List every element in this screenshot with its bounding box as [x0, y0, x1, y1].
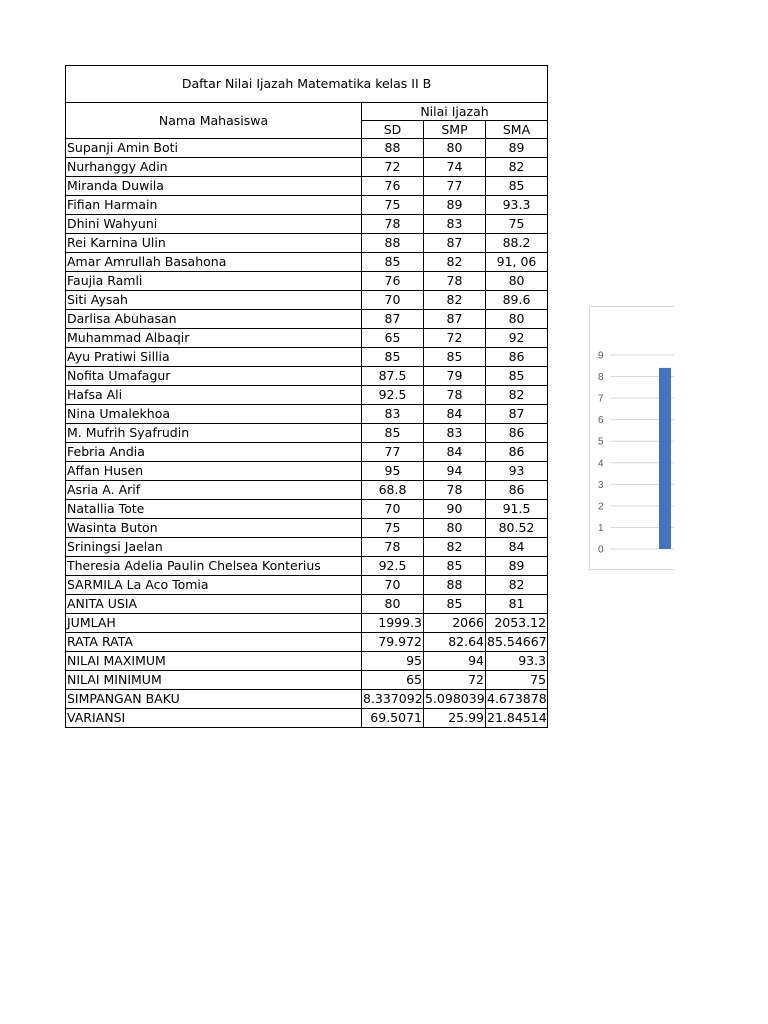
header-row	[66, 103, 548, 121]
smp-value-cell: 80	[424, 139, 486, 158]
smp-value-cell: 82	[424, 253, 486, 272]
sd-value-cell: 83	[362, 405, 424, 424]
student-name-cell: Affan Husen	[66, 462, 362, 481]
sd-value-cell: 87.5	[362, 367, 424, 386]
sma-value-cell: 86	[486, 443, 548, 462]
table-row	[66, 158, 548, 177]
student-name-cell: Supanji Amin Boti	[66, 139, 362, 158]
smp-value-cell: 89	[424, 196, 486, 215]
y-tick-label: 0	[598, 544, 604, 556]
sma-value-cell: 80	[486, 272, 548, 291]
smp-value-cell: 94	[424, 652, 486, 671]
student-name-cell: Amar Amrullah Basahona	[66, 253, 362, 272]
table-row	[66, 367, 548, 386]
student-name-cell: ANITA USIA	[66, 595, 362, 614]
sd-value-cell: 88	[362, 234, 424, 253]
table-row	[66, 310, 548, 329]
student-name-cell: Nurhanggy Adin	[66, 158, 362, 177]
sma-value-cell: 88.2	[486, 234, 548, 253]
smp-value-cell: 87	[424, 234, 486, 253]
sd-value-cell: 78	[362, 215, 424, 234]
title-row	[66, 66, 548, 103]
nilai-ijazah-header: Nilai Ijazah	[362, 103, 548, 121]
table-row	[66, 424, 548, 443]
student-name-cell: Faujia Ramli	[66, 272, 362, 291]
summary-label-cell: JUMLAH	[66, 614, 362, 633]
sma-value-cell: 82	[486, 576, 548, 595]
sma-value-cell: 93.3	[486, 652, 548, 671]
student-name-cell: Miranda Duwila	[66, 177, 362, 196]
smp-value-cell: 72	[424, 329, 486, 348]
sd-value-cell: 85	[362, 424, 424, 443]
sd-value-cell: 77	[362, 443, 424, 462]
smp-value-cell: 78	[424, 386, 486, 405]
table-row	[66, 595, 548, 614]
sd-value-cell: 65	[362, 329, 424, 348]
sma-value-cell: 85	[486, 177, 548, 196]
sd-value-cell: 80	[362, 595, 424, 614]
smp-value-cell: 94	[424, 462, 486, 481]
sma-value-cell: 82	[486, 158, 548, 177]
student-name-cell: Fifian Harmain	[66, 196, 362, 215]
name-column-header: Nama Mahasiswa	[66, 103, 362, 139]
summary-label-cell: NILAI MINIMUM	[66, 671, 362, 690]
y-tick-label: 1	[598, 522, 604, 534]
sd-value-cell: 70	[362, 500, 424, 519]
table-row	[66, 443, 548, 462]
summary-label-cell: VARIANSI	[66, 709, 362, 728]
student-name-cell: Natallia Tote	[66, 500, 362, 519]
summary-label-cell: NILAI MAXIMUM	[66, 652, 362, 671]
smp-value-cell: 78	[424, 481, 486, 500]
smp-value-cell: 80	[424, 519, 486, 538]
sma-value-cell: 80	[486, 310, 548, 329]
student-name-cell: Muhammad Albaqir	[66, 329, 362, 348]
sd-value-cell: 69.5071	[362, 709, 424, 728]
table-row	[66, 538, 548, 557]
sma-value-cell: 91, 06	[486, 253, 548, 272]
table-row	[66, 557, 548, 576]
table-row	[66, 253, 548, 272]
smp-value-cell: 84	[424, 443, 486, 462]
sd-value-cell: 79.972	[362, 633, 424, 652]
sd-value-cell: 75	[362, 196, 424, 215]
sd-value-cell: 76	[362, 272, 424, 291]
sma-value-cell: 86	[486, 481, 548, 500]
table-row	[66, 386, 548, 405]
sma-value-cell: 80.52	[486, 519, 548, 538]
table-row	[66, 519, 548, 538]
summary-row	[66, 652, 548, 671]
col-header-sma: SMA	[486, 121, 548, 139]
table-row	[66, 215, 548, 234]
grades-table	[65, 65, 548, 728]
summary-row	[66, 614, 548, 633]
smp-value-cell: 82	[424, 538, 486, 557]
sma-value-cell: 75	[486, 671, 548, 690]
table-title: Daftar Nilai Ijazah Matematika kelas II B	[66, 66, 548, 103]
student-name-cell: Asria A. Arif	[66, 481, 362, 500]
student-name-cell: Theresia Adelia Paulin Chelsea Konterius	[66, 557, 362, 576]
table-row	[66, 272, 548, 291]
col-header-smp: SMP	[424, 121, 486, 139]
student-name-cell: Rei Karnina Ulin	[66, 234, 362, 253]
student-name-cell: Hafsa Ali	[66, 386, 362, 405]
sd-value-cell: 85	[362, 253, 424, 272]
col-header-sd: SD	[362, 121, 424, 139]
smp-value-cell: 77	[424, 177, 486, 196]
student-name-cell: Nofita Umafagur	[66, 367, 362, 386]
y-tick-label: 8	[598, 372, 604, 384]
sma-value-cell: 93	[486, 462, 548, 481]
smp-value-cell: 84	[424, 405, 486, 424]
table-row	[66, 196, 548, 215]
table-row	[66, 481, 548, 500]
summary-row	[66, 690, 548, 709]
student-name-cell: Siti Aysah	[66, 291, 362, 310]
table-row	[66, 329, 548, 348]
student-name-cell: Wasinta Buton	[66, 519, 362, 538]
sd-value-cell: 70	[362, 291, 424, 310]
y-tick-label: 5	[598, 436, 604, 448]
sma-value-cell: 2053.12	[486, 614, 548, 633]
student-name-cell: Ayu Pratiwi Sillia	[66, 348, 362, 367]
sma-value-cell: 87	[486, 405, 548, 424]
sma-value-cell: 21.84514	[486, 709, 548, 728]
smp-value-cell: 74	[424, 158, 486, 177]
sma-value-cell: 85	[486, 367, 548, 386]
sma-value-cell: 85.54667	[486, 633, 548, 652]
sd-value-cell: 78	[362, 538, 424, 557]
sd-value-cell: 72	[362, 158, 424, 177]
y-tick-label: 2	[598, 501, 604, 513]
sd-value-cell: 95	[362, 462, 424, 481]
y-tick-label: 6	[598, 415, 604, 427]
table-row	[66, 405, 548, 424]
student-name-cell: Darlisa Abuhasan	[66, 310, 362, 329]
summary-row	[66, 709, 548, 728]
smp-value-cell: 83	[424, 424, 486, 443]
smp-value-cell: 79	[424, 367, 486, 386]
summary-row	[66, 633, 548, 652]
summary-row	[66, 671, 548, 690]
smp-value-cell: 25.99	[424, 709, 486, 728]
sma-value-cell: 75	[486, 215, 548, 234]
sd-value-cell: 65	[362, 671, 424, 690]
summary-label-cell: SIMPANGAN BAKU	[66, 690, 362, 709]
sma-value-cell: 4.673878	[486, 690, 548, 709]
sma-value-cell: 89	[486, 557, 548, 576]
y-tick-label: 3	[598, 479, 604, 491]
sd-value-cell: 87	[362, 310, 424, 329]
smp-value-cell: 83	[424, 215, 486, 234]
table-row	[66, 139, 548, 158]
smp-value-cell: 82	[424, 291, 486, 310]
sd-value-cell: 8.337092	[362, 690, 424, 709]
sma-value-cell: 89	[486, 139, 548, 158]
y-tick-label: 7	[598, 393, 604, 405]
table-row	[66, 500, 548, 519]
student-name-cell: Nina Umalekhoa	[66, 405, 362, 424]
smp-value-cell: 85	[424, 595, 486, 614]
table-row	[66, 348, 548, 367]
chart-bar	[659, 368, 671, 549]
sd-value-cell: 1999.3	[362, 614, 424, 633]
sd-value-cell: 75	[362, 519, 424, 538]
sma-value-cell: 93.3	[486, 196, 548, 215]
smp-value-cell: 78	[424, 272, 486, 291]
smp-value-cell: 87	[424, 310, 486, 329]
y-tick-label: 4	[598, 458, 604, 470]
smp-value-cell: 2066	[424, 614, 486, 633]
sma-value-cell: 91.5	[486, 500, 548, 519]
sd-value-cell: 92.5	[362, 386, 424, 405]
student-name-cell: Sriningsi Jaelan	[66, 538, 362, 557]
sd-value-cell: 76	[362, 177, 424, 196]
sd-value-cell: 95	[362, 652, 424, 671]
sd-value-cell: 92.5	[362, 557, 424, 576]
sma-value-cell: 81	[486, 595, 548, 614]
sma-value-cell: 89.6	[486, 291, 548, 310]
sd-value-cell: 85	[362, 348, 424, 367]
sma-value-cell: 86	[486, 348, 548, 367]
student-name-cell: M. Mufrih Syafrudin	[66, 424, 362, 443]
smp-value-cell: 88	[424, 576, 486, 595]
sma-value-cell: 82	[486, 386, 548, 405]
student-name-cell: Dhini Wahyuni	[66, 215, 362, 234]
smp-value-cell: 85	[424, 557, 486, 576]
sd-value-cell: 88	[362, 139, 424, 158]
bar-chart	[589, 306, 674, 570]
student-name-cell: Febria Andia	[66, 443, 362, 462]
table-row	[66, 234, 548, 253]
y-tick-label: 9	[598, 350, 604, 362]
sd-value-cell: 70	[362, 576, 424, 595]
sd-value-cell: 68.8	[362, 481, 424, 500]
sma-value-cell: 86	[486, 424, 548, 443]
table-row	[66, 576, 548, 595]
table-row	[66, 462, 548, 481]
smp-value-cell: 90	[424, 500, 486, 519]
chart-canvas	[590, 307, 674, 569]
table-row	[66, 291, 548, 310]
smp-value-cell: 72	[424, 671, 486, 690]
sma-value-cell: 92	[486, 329, 548, 348]
table-row	[66, 177, 548, 196]
smp-value-cell: 82.64	[424, 633, 486, 652]
smp-value-cell: 85	[424, 348, 486, 367]
smp-value-cell: 5.098039	[424, 690, 486, 709]
sma-value-cell: 84	[486, 538, 548, 557]
summary-label-cell: RATA RATA	[66, 633, 362, 652]
student-name-cell: SARMILA La Aco Tomia	[66, 576, 362, 595]
